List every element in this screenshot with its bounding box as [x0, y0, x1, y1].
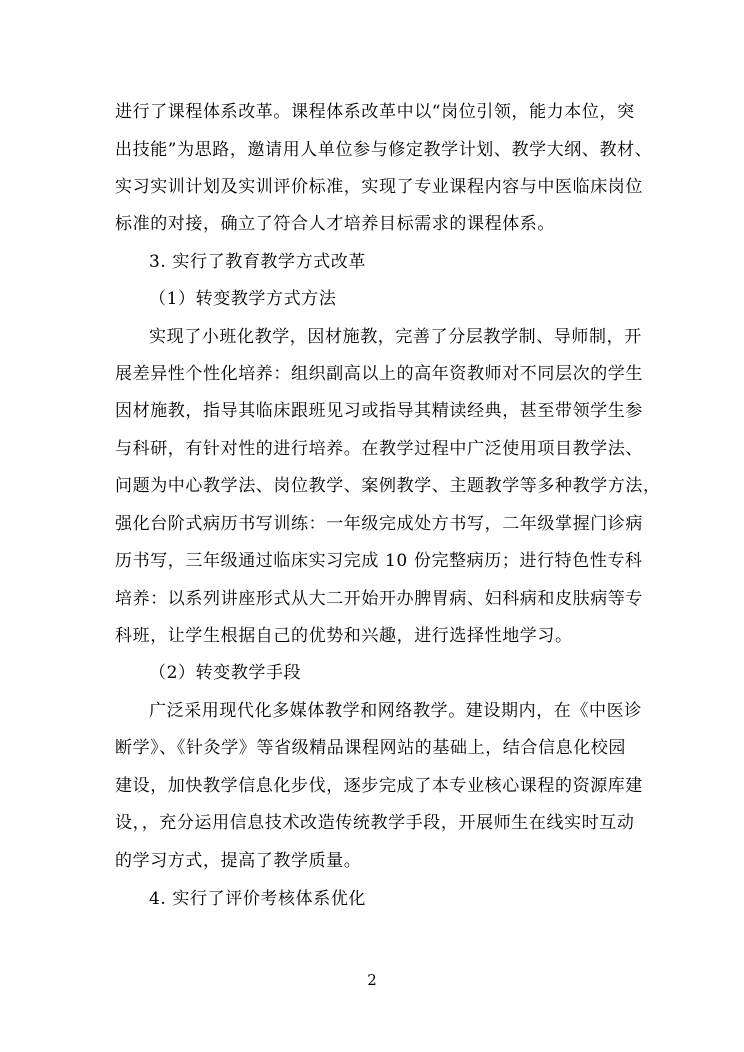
- paragraph-line: 因材施教，指导其临床跟班见习或指导其精读经典，甚至带领学生参: [115, 401, 643, 421]
- paragraph-line: 问题为中心教学法、岗位教学、案例教学、主题教学等多种教学方法，: [115, 476, 661, 496]
- paragraph-line: 与科研，有针对性的进行培养。在教学过程中广泛使用项目教学法、: [115, 439, 643, 459]
- paragraph-line: 的学习方式，提高了教学质量。: [115, 851, 362, 871]
- paragraph-line: 断学》、《针灸学》等省级精品课程网站的基础上，结合信息化校园: [115, 738, 626, 758]
- paragraph-line: 进行了课程体系改革。课程体系改革中以“岗位引领，能力本位，突: [115, 102, 635, 122]
- section-heading: 4. 实行了评价考核体系优化: [149, 889, 367, 909]
- paragraph-line: 培养：以系列讲座形式从大二开始开办脾胃病、妇科病和皮肤病等专: [115, 589, 643, 609]
- paragraph-line: 实现了小班化教学，因材施教，完善了分层教学制、导师制，开: [149, 327, 642, 347]
- paragraph-line: 广泛采用现代化多媒体教学和网络教学。建设期内，在《中医诊: [149, 701, 642, 721]
- paragraph-line: 建设，加快教学信息化步伐，逐步完成了本专业核心课程的资源库建: [115, 776, 643, 796]
- paragraph-line: 科班，让学生根据自己的优势和兴趣，进行选择性地学习。: [115, 626, 573, 646]
- paragraph-line: 展差异性个性化培养：组织副高以上的高年资教师对不同层次的学生: [115, 364, 643, 384]
- paragraph-line: 标准的对接，确立了符合人才培养目标需求的课程体系。: [115, 214, 555, 234]
- paragraph-line: 出技能”为思路，邀请用人单位参与修定教学计划、教学大纲、教材、: [115, 140, 653, 160]
- paragraph-line: 实习实训计划及实训评价标准，实现了专业课程内容与中医临床岗位: [115, 177, 643, 197]
- paragraph-line: 设，，充分运用信息技术改造传统教学手段，开展师生在线实时互动: [115, 813, 635, 833]
- paragraph-line: 历书写，三年级通过临床实习完成 10 份完整病历；进行特色性专科: [115, 551, 643, 571]
- page-number: 2: [367, 971, 377, 989]
- subsection-heading: （1）转变教学方式方法: [149, 289, 337, 309]
- paragraph-line: 强化台阶式病历书写训练：一年级完成处方书写，二年级掌握门诊病: [115, 514, 643, 534]
- section-heading: 3. 实行了教育教学方式改革: [149, 252, 367, 272]
- subsection-heading: （2）转变教学手段: [149, 663, 302, 683]
